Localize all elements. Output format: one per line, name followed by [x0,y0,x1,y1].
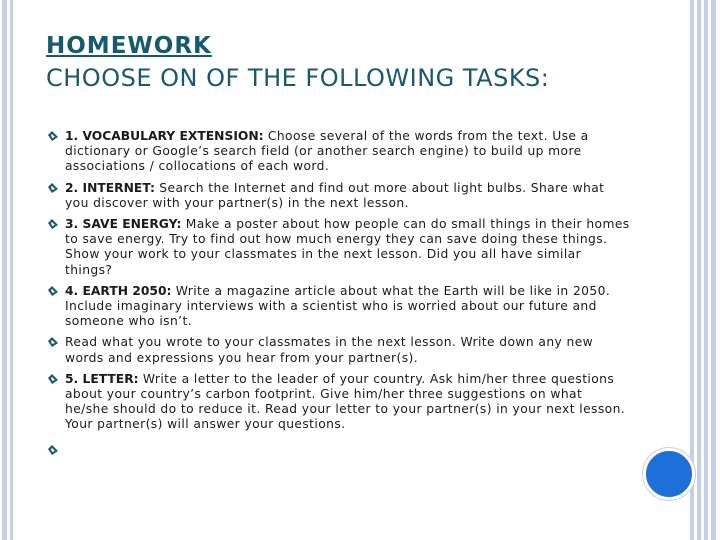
task-label: 1. VOCABULARY EXTENSION: [65,129,264,143]
bullet-icon [46,217,60,231]
task-label: 3. SAVE ENERGY: [65,217,182,232]
task-list [45,129,630,443]
task-text: Search the Internet and find out more about light bulbs. Share what you discover with your partner(s) in the next lesson. [65,180,605,210]
right-border-stripe-3 [704,0,708,540]
bullet-icon [46,181,60,195]
slide-title [46,30,646,95]
task-text: Write a magazine article about what the Earth will be like in 2050. Include imaginary interviews with a scientist who is worried about our future and someone who isn’t. [65,283,611,329]
title-homework: HOMEWORK [46,33,212,59]
task-item-save-energy [45,217,630,278]
left-border-stripe-outer [2,0,7,540]
task-text: Make a poster about how people can do small things in their homes to save energy. Try to find out how much energy they can save doing these things. Show your work to your classmates in the next lesson. Did you all have similar things? [65,217,630,277]
bullet-icon [46,335,60,349]
decorative-circle [643,448,695,500]
task-item-letter [45,372,630,433]
task-label: 4. EARTH 2050: [65,283,172,298]
task-text: Choose several of the words from the text. Use a dictionary or Google’s search field (or another search engine) to build up more associations / collocations of each word. [65,129,589,174]
bullet-icon [46,443,60,457]
task-label: 5. LETTER: [65,371,139,386]
bullet-icon [46,129,60,143]
task-text: Write a letter to the leader of your country. Ask him/her three questions about your country’s carbon footprint. Give him/her three suggestions on what he/she should do to reduce it. Read your letter to your partner(s) in your next lesson. Your partner(s) will answer your questions. [65,371,626,432]
task-item-internet [45,181,630,211]
right-border-stripe-2 [697,0,701,540]
task-item-read-aloud [45,335,630,365]
right-border-stripe-4 [711,0,716,540]
bullet-icon [46,284,60,298]
task-item-vocabulary [45,129,630,175]
left-border-stripe-inner [10,0,13,540]
bullet-icon [46,372,60,386]
title-subtitle: CHOOSE ON OF THE FOLLOWING TASKS: [46,64,550,92]
task-text: Read what you wrote to your classmates in the next lesson. Write down any new words and expressions you hear from your partner(s). [65,335,594,365]
task-label: 2. INTERNET: [65,180,155,195]
task-item-earth-2050 [45,284,630,330]
